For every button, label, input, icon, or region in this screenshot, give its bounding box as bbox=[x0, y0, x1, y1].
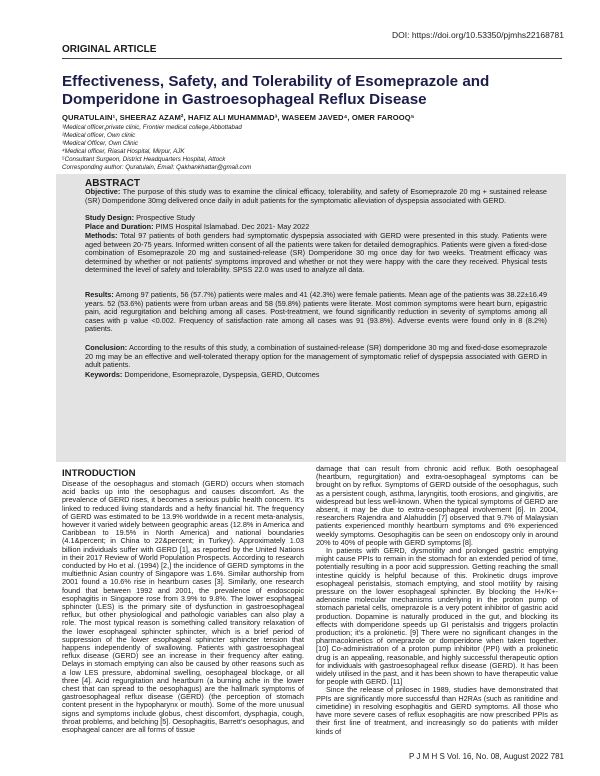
affiliation-5: ⁵Consultant Surgeon, District Headquarters Hospital, Attock bbox=[62, 156, 226, 163]
body-column-left bbox=[62, 480, 304, 734]
abstract-heading: ABSTRACT bbox=[85, 178, 140, 189]
place-label: Place and Duration: bbox=[85, 222, 154, 231]
corresponding-author: Corresponding author: Quratulain, Email: Qakhankhattar@gmail.com bbox=[62, 164, 252, 171]
methods-text: Total 97 patients of both genders had symptomatic dyspepsia associated with GERD were presented in this study. Patients were aged between 20-75 years. Informed written consent of all the patients were taken for detailed demographics. Patients were given a fixed-dose combination of Esomeprazole 20 mg and sustained-release (SR) Domperidone 30 mg once day for two weeks. Treatment efficacy was determined by whether or not patients' symptoms improved and whether or not they were happy with the care they received. Physical tests determined the level of safety and tolerability. SPSS 22.0 was used to analyze all data. bbox=[85, 231, 547, 275]
body-column-right bbox=[316, 465, 558, 736]
intro-paragraph: Disease of the oesophagus and stomach (GERD) occurs when stomach acid backs up into the oesophagus and causes discomfort. As the prevalence of GERD rises, it becomes a serious public health concern. It's linked to reduced living standards and a hefty financial hit. The frequency of GERD was estimated to be 13.9% worldwide in a recent meta-analysis, however it varied widely between geographic areas (12.8% in America and Caribbean to 19.5% in North America) and national boundaries (4.1&percent; in China to 22&percent; in Turkey). Approximately 1.03 billion individuals suffer with GERD [1], as reported by the United Nations in their 2017 Review of World Population Prospects. According to research conducted by Ho et al. (1994) [2,] the incidence of GERD symptoms in the multiethnic Asian country of Singapore was 1.6%. Similar authorship from 2001 found a 10.6% rise in heartburn cases [3]. Similarly, one research found that between 1992 and 2001, the prevalence of endoscopic esophagitis in Singapore rose from 3.9% to 9.8%. The lower esophageal sphincter (LES) is the primary site of dysfunction in gastroesophageal reflux, but other physiological and pathologic variables can also play a role. The most typical reason is something called transitory relaxation of the lower esophageal sphincter sphincter, which is a brief period of suppression of the lower esophageal sphincter sphincter tension that happens independently of swallowing. Patients with gastroesophageal reflux disease (GERD) see an increase in their frequency after eating. Delays in stomach emptying can also be caused by other reasons such as a low LES pressure, abdominal swelling, oesophageal blockage, or all three [4]. Acid regurgitation and heartburn (a burning ache in the lower chest that can spread to the oesophagus) are the hallmark symptoms of gastroesophageal reflux disease (GERD) (the perception of stomach content present in the hypopharynx or mouth). Some of the more unusual signs and symptoms include globus, chest discomfort, dysphagia, cough, throat problems, and belching [5]. Oesophagitis, Barrett's oesophagus, and esophageal cancer are all forms of tissue bbox=[62, 479, 304, 735]
journal-footer: P J M H S Vol. 16, No. 08, August 2022 781 bbox=[408, 752, 564, 761]
conclusion-text: According to the results of this study, a combination of sustained-release (SR) domperidone 30 mg and fixed-dose esomeprazole 20 mg may be an effective and well-tolerated therapy option for the management of symptomatic relief of dyspepsia associated with GERD in adult patients. bbox=[85, 343, 548, 370]
objective-text: The purpose of this study was to examine the clinical efficacy, tolerability, and safety of Esomeprazole 20 mg + sustained release (SR) Domperidone 30mg delivered once daily in adult patients for the symptomatic alleviation of dyspepsia associated with GERD. bbox=[85, 187, 547, 205]
article-type-label: ORIGINAL ARTICLE bbox=[62, 44, 157, 55]
affiliation-4: ⁴Medical officer, Riasat Hospital, Mirpur, AJK bbox=[62, 148, 185, 155]
doi-link[interactable]: DOI: https://doi.org/10.53350/pjmhs22168781 bbox=[391, 30, 564, 40]
results-text: Among 97 patients, 56 (57.7%) patients were males and 41 (42.3%) were female patients. Mean age of the patients was 38.22±16.49 years. 52 (53.6%) patients were from urban areas and 58 (59.8%) patients were literate. Most common symptoms were heart burn, epigastric pain, acid regurgitation and belching among all cases. Post-treatment, we found significantly reduction in severity of symptoms among all cases with p value <0.002. Frequency of satisfaction rate among all cases was 91 (93.8%). Adverse events were found only in 8 (8.2%) patients. bbox=[85, 290, 547, 334]
design-label: Study Design: bbox=[85, 213, 135, 222]
keywords-label: Keywords: bbox=[85, 370, 123, 379]
abstract-conclusion bbox=[85, 344, 547, 370]
abstract-methods bbox=[85, 232, 547, 275]
introduction-heading: INTRODUCTION bbox=[62, 468, 136, 479]
objective-label: Objective: bbox=[85, 187, 121, 196]
affiliation-2: ²Medical officer, Own clinic bbox=[62, 132, 136, 139]
abstract-objective bbox=[85, 188, 547, 205]
header-divider bbox=[62, 58, 562, 59]
results-label: Results: bbox=[85, 290, 114, 299]
intro-paragraph: In patients with GERD, dysmotility and prolonged gastric emptying might cause PPIs to remain in the stomach for an extended period of time, potentially resulting in a poor acid suppression. Getting reaching the small intestine quickly is helpful because of this. Prokinetic drugs improve esophageal peristalsis, stomach emptying, and stool motility by raising pressure on the lower esophageal sphincter. By blocking the H+/K+-adenosine molecular mechanisms underlying in the proton pump of stomach parietal cells, omeprazole is a very potent inhibitor of gastric acid production. Dopamine is naturally produced in the gut, and blocking its effects with domperidone speeds up GI peristalsis and triggers prolactin production; it's a prokinetic. [9] There were no significant changes in the pharmacokinetics of omeprazole or domperidone when taken together. [10] Co-administration of a proton pump inhibitor (PPI) with a prokinetic drug is an appealing, reasonable, and highly successful therapeutic option for individuals with gastroesophageal reflux disease (GERD). It has been widely utilised in the past, and it has been shown to have therapeutic value for people with GERD. [11] bbox=[316, 546, 558, 687]
article-title: Effectiveness, Safety, and Tolerability of Esomeprazole and Domperidone in Gastroesophageal Reflux Disease bbox=[62, 73, 490, 108]
intro-paragraph: damage that can result from chronic acid reflux. Both oesophageal (heartburn, regurgitation) and extra-oesophageal symptoms can be brought on by reflux. Symptoms of GERD outside of the oesophagus, such as a persistent cough, asthma, laryngitis, tooth erosions, and gingivitis, are widespread but less well-known. When the typical symptoms of GERD are absent, it may be due to extra-oesophageal involvement [6]. In 2004, researchers Rajendra and Alahuddin [7] observed that 9.7% of Malaysian patients experienced monthly heartburn symptoms and 6% experienced weekly symptoms. Oesophagitis can be seen on endoscopy only in around 20% to 40% of people with GERD symptoms [8]. bbox=[316, 464, 558, 547]
conclusion-label: Conclusion: bbox=[85, 343, 128, 352]
affiliation-3: ³Medical Officer, Own Clinic bbox=[62, 140, 138, 147]
intro-paragraph: Since the release of prilosec in 1989, studies have demonstrated that PPIs are significantly more successful than H2RAs (such as ranitidine and cimetidine) in resolving esophagitis and GERD symptoms. All those who have more severe cases of reflux esophagitis are now prescribed PPIs as their first line of treatment, and increasingly so do patients with milder kinds of bbox=[316, 685, 558, 736]
abstract-keywords bbox=[85, 371, 547, 380]
keywords-text: Domperidone, Esomeprazole, Dyspepsia, GERD, Outcomes bbox=[124, 370, 320, 379]
abstract-results bbox=[85, 291, 547, 334]
affiliation-1: ¹Medical officer,private clinic, Frontier medical college,Abbottabad bbox=[62, 124, 242, 131]
author-list: QURATULAIN¹, SHEERAZ AZAM², HAFIZ ALI MUHAMMAD³, WASEEM JAVED⁴, OMER FAROOQ⁵ bbox=[62, 113, 415, 122]
design-text: Prospective Study bbox=[136, 213, 195, 222]
place-text: PIMS Hospital Islamabad. Dec 2021- May 2022 bbox=[155, 222, 310, 231]
methods-label: Methods: bbox=[85, 231, 118, 240]
